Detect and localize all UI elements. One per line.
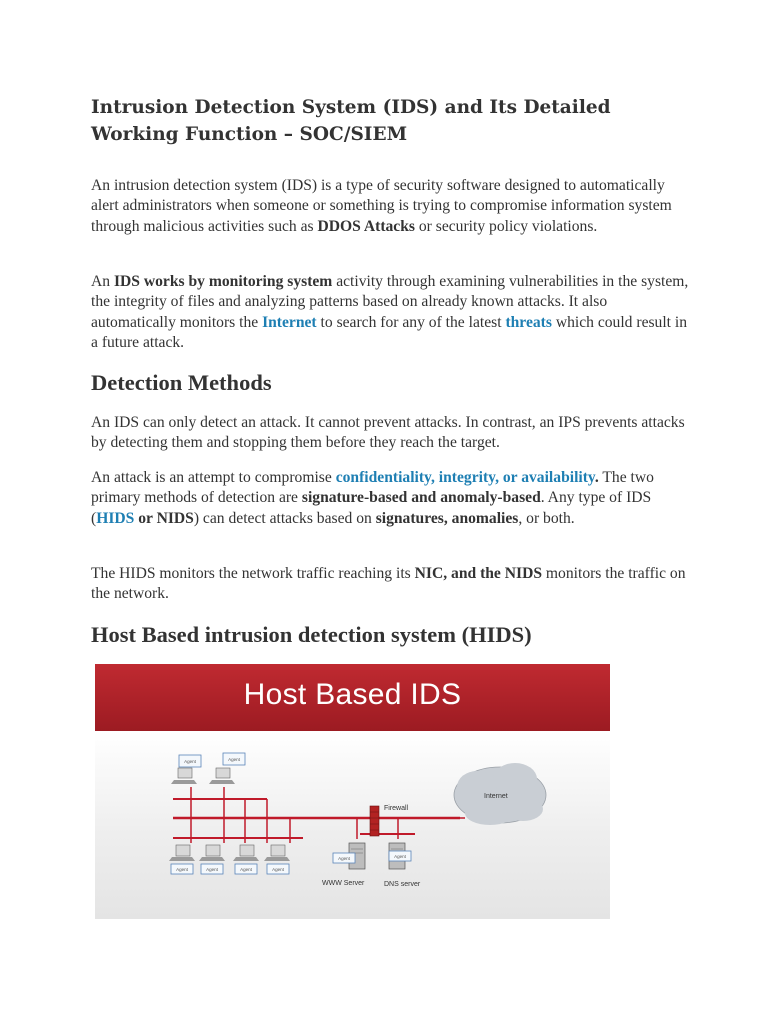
diagram-body: [95, 731, 610, 919]
nids-bold: or NIDS: [134, 509, 194, 527]
text-run: , or both.: [518, 509, 575, 527]
diagram-banner: [95, 664, 610, 731]
nic-nids-bold: NIC, and the NIDS: [414, 565, 543, 582]
agent-label: Agent: [338, 856, 350, 861]
text-run: The HIDS monitors the network traffic reaching its: [91, 565, 415, 582]
signatures-anomalies-bold: signatures, anomalies: [375, 509, 519, 527]
firewall-icon: [370, 806, 379, 836]
ddos-attacks-bold: DDOS Attacks: [317, 217, 415, 235]
text-run: monitors the traffic on the network.: [91, 565, 686, 603]
ids-works-bold: IDS works by monitoring system: [113, 273, 333, 290]
host-based-ids-diagram: [95, 664, 610, 919]
agent-label: Agent: [184, 759, 196, 764]
threats-link[interactable]: threats: [505, 313, 552, 331]
document-title: Intrusion Detection System (IDS) and Its Detailed Working Function – SOC/SIEM: [91, 97, 611, 145]
detection-paragraph-3: [91, 564, 691, 605]
text-run: The two primary methods of detection are: [91, 469, 654, 507]
diagram-banner-title: Host Based IDS: [243, 678, 462, 711]
text-run: or security policy violations.: [414, 217, 598, 235]
laptop-icon: [199, 845, 225, 874]
agent-label: Agent: [272, 867, 284, 872]
internet-label: Internet: [484, 793, 508, 800]
text-run: which could result in a future attack.: [91, 313, 688, 351]
agent-label: Agent: [206, 867, 218, 872]
detection-methods-bold: signature-based and anomaly-based: [301, 489, 541, 507]
text-run: activity through examining vulnerabilities in the system, the integrity of files and analyzing patterns based on already known attacks. It also automatically monitors the: [91, 273, 689, 331]
detection-paragraph-1: An IDS can only detect an attack. It cannot prevent attacks. In contrast, an IPS prevents attacks by detecting them and stopping them before they reach the target.: [91, 414, 685, 452]
www-server-label: WWW Server: [322, 880, 365, 887]
text-run: to search for any of the latest: [316, 313, 506, 331]
intro-paragraph-2: [91, 272, 691, 353]
www-server-icon: [333, 843, 365, 869]
cia-link[interactable]: confidentiality, integrity, or availability: [335, 469, 595, 486]
agent-label: Agent: [228, 757, 240, 762]
dns-server-label: DNS server: [384, 881, 421, 888]
text-run: An: [91, 273, 114, 290]
network-diagram-svg: [95, 731, 610, 919]
agent-label: Agent: [240, 867, 252, 872]
firewall-label: Firewall: [384, 805, 409, 812]
laptop-icon: [264, 845, 290, 874]
detection-methods-heading: Detection Methods: [91, 370, 272, 395]
agent-label: Agent: [394, 854, 406, 859]
laptop-icon: [233, 845, 259, 874]
text-run: ) can detect attacks based on: [193, 509, 376, 527]
dns-server-icon: [389, 843, 411, 869]
agent-label: Agent: [176, 867, 188, 872]
hids-heading: Host Based intrusion detection system (HIDS): [91, 622, 532, 647]
internet-link[interactable]: Internet: [262, 313, 317, 331]
text-run: An intrusion detection system (IDS) is a type of security software designed to automatically alert administrators when someone or something is trying to compromise information system through malicious activities such as: [91, 177, 672, 235]
detection-paragraph-2: [91, 468, 691, 529]
hids-link[interactable]: HIDS: [96, 509, 135, 527]
text-run: An attack is an attempt to compromise: [91, 469, 336, 486]
laptop-icon: [209, 753, 245, 784]
laptop-icon: [169, 845, 195, 874]
text-run: . Any type of IDS (: [91, 489, 652, 527]
laptop-icon: [171, 755, 201, 784]
intro-paragraph-1: [91, 176, 691, 237]
text-run: .: [594, 469, 599, 486]
